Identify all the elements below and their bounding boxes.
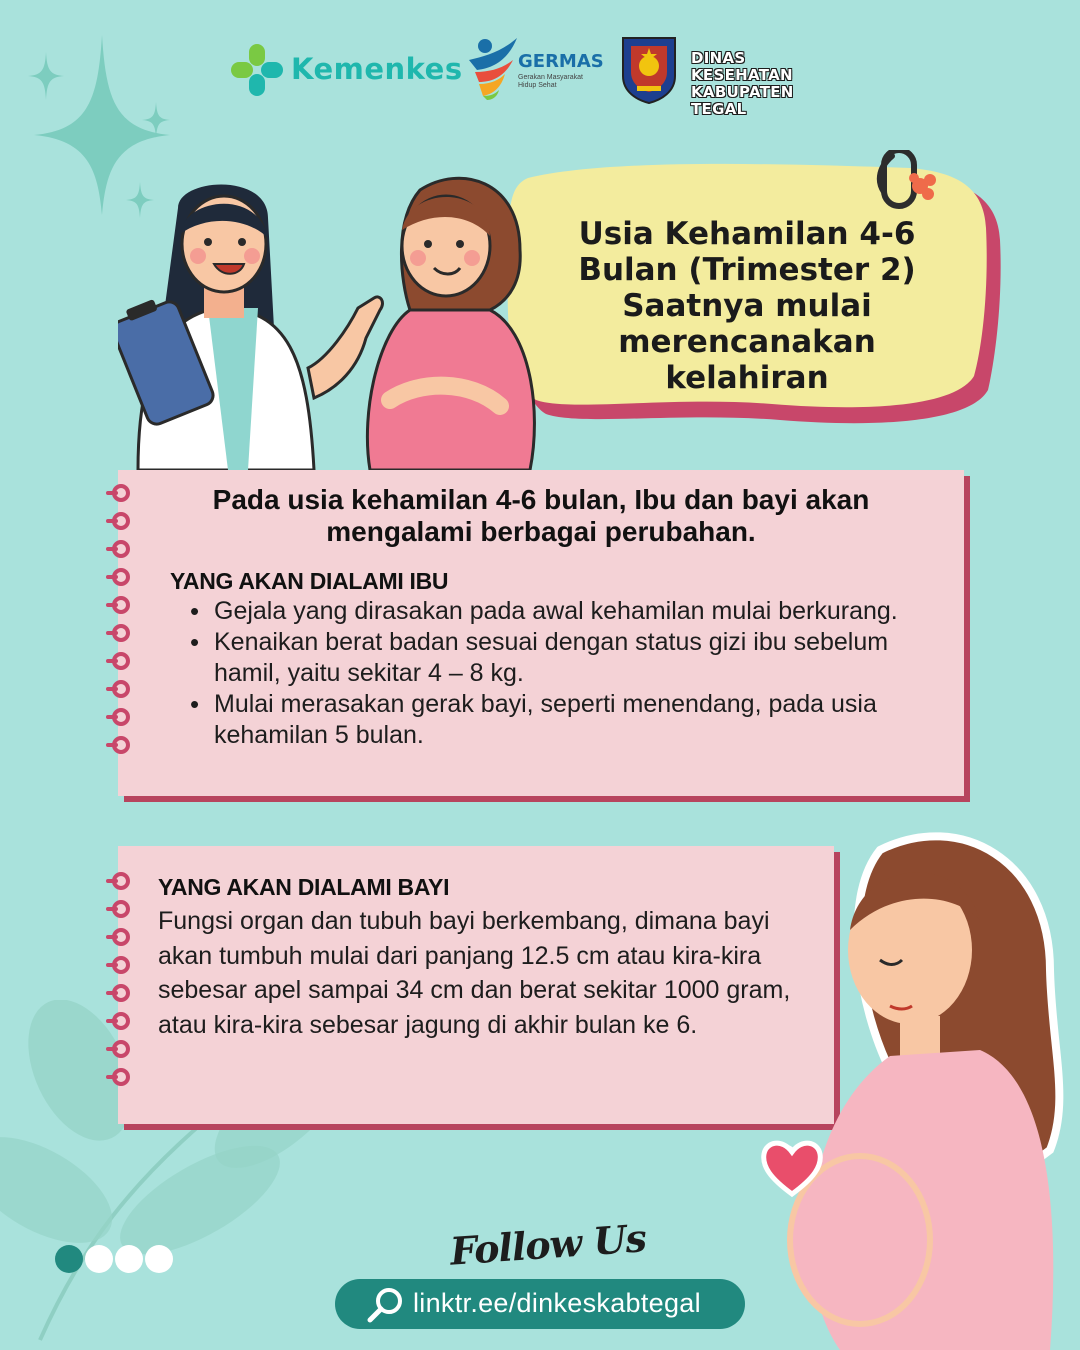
linktree-link[interactable] bbox=[335, 1279, 745, 1329]
follow-us-label: Follow Us bbox=[448, 1215, 648, 1274]
kemenkes-logo-icon bbox=[229, 42, 285, 98]
dinas-label: DINAS KESEHATAN KABUPATEN TEGAL bbox=[691, 49, 794, 118]
germas-logo-icon bbox=[465, 34, 520, 100]
carousel-dots bbox=[55, 1245, 175, 1275]
carousel-dot-active bbox=[55, 1245, 83, 1273]
binder-rings bbox=[112, 484, 138, 764]
mother-changes-card bbox=[118, 470, 964, 796]
baby-changes-text: Fungsi organ dan tubuh bayi berkembang, dimana bayi akan tumbuh mulai dari panjang 12.5 cm atau kira-kira sebesar apel sampai 34 cm dan berat sekitar 1000 gram, atau kira-kira sebesar jagung di akhir bulan ke 6. bbox=[158, 907, 791, 1039]
heart-icon bbox=[760, 1138, 824, 1198]
baby-changes-card bbox=[118, 846, 834, 1124]
carousel-dot bbox=[85, 1245, 113, 1273]
list-item: • Mulai merasakan gerak bayi, seperti menendang, pada usia kehamilan 5 bulan. bbox=[214, 689, 934, 751]
carousel-dot bbox=[145, 1245, 173, 1273]
list-item: • Kenaikan berat badan sesuai dengan status gizi ibu sebelum hamil, yaitu sekitar 4 – 8 kg. bbox=[214, 627, 934, 689]
germas-subtitle: Gerakan Masyarakat Hidup Sehat bbox=[518, 74, 583, 89]
binder-rings bbox=[112, 872, 138, 1096]
section-title-bayi: YANG AKAN DIALAMI BAYI bbox=[158, 874, 450, 900]
pregnant-woman-side-illustration bbox=[780, 820, 1080, 1350]
section-title-ibu: YANG AKAN DIALAMI IBU bbox=[170, 568, 449, 594]
list-item: • Gejala yang dirasakan pada awal kehamilan mulai berkurang. bbox=[214, 596, 934, 627]
page-title: Usia Kehamilan 4-6 Bulan (Trimester 2) Saatnya mulai merencanakan kelahiran bbox=[578, 216, 916, 396]
card-heading: Pada usia kehamilan 4-6 bulan, Ibu dan bayi akan mengalami berbagai perubahan. bbox=[212, 484, 870, 547]
mother-changes-list bbox=[214, 596, 934, 751]
link-text: linktr.ee/dinkeskabtegal bbox=[413, 1288, 701, 1318]
tegal-emblem-icon bbox=[621, 36, 677, 104]
carousel-dot bbox=[115, 1245, 143, 1273]
kemenkes-label: Kemenkes bbox=[291, 52, 463, 86]
header-logos bbox=[225, 32, 855, 118]
search-icon bbox=[365, 1285, 405, 1325]
pregnant-woman-illustration bbox=[350, 170, 550, 470]
germas-label: GERMAS bbox=[518, 51, 604, 72]
